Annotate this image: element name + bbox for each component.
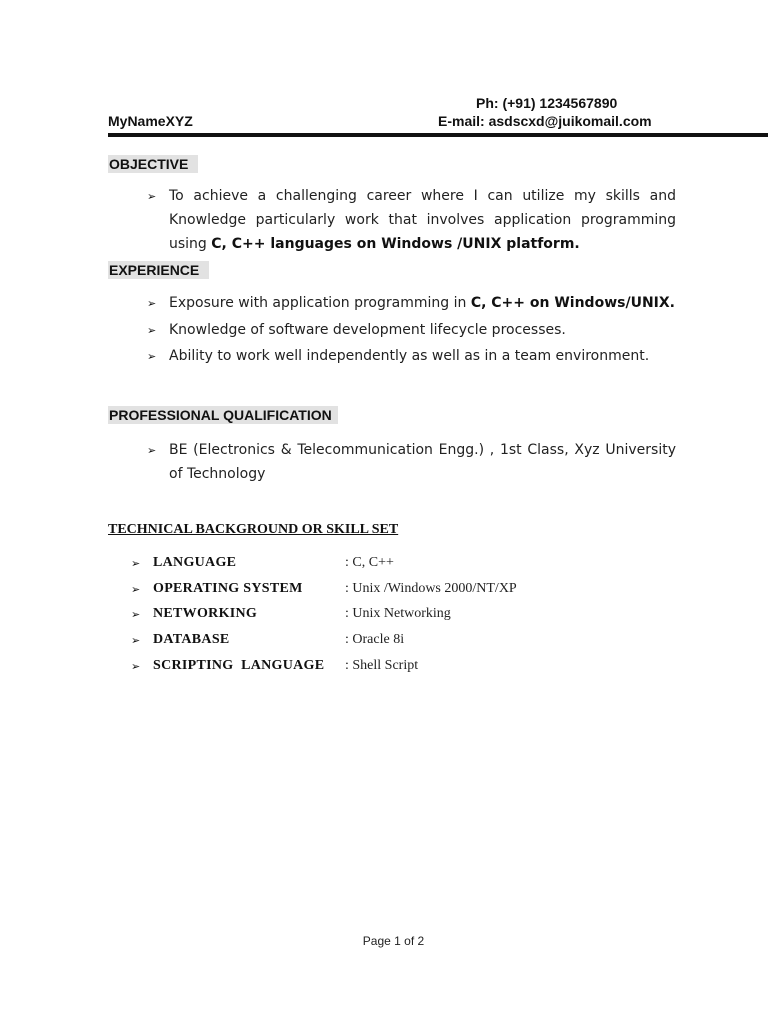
skills-heading: TECHNICAL BACKGROUND OR SKILL SET (108, 522, 399, 537)
objective-heading: OBJECTIVE (108, 155, 198, 173)
arrowhead-bullet-icon: ➢ (131, 608, 141, 621)
qualification-heading: PROFESSIONAL QUALIFICATION (108, 406, 338, 424)
header-divider (108, 133, 768, 137)
arrowhead-bullet-icon: ➢ (131, 557, 141, 570)
arrowhead-bullet-icon: ➢ (131, 634, 141, 647)
objective-bold-text: C, C++ languages on Windows /UNIX platform. (211, 236, 580, 252)
skill-value: : C, C++ (345, 555, 394, 570)
candidate-name: MyNameXYZ (108, 113, 193, 129)
skill-value: : Unix Networking (345, 606, 451, 621)
page-number: Page 1 of 2 (362, 934, 425, 948)
skill-label: SCRIPTING LANGUAGE (153, 658, 325, 673)
arrowhead-bullet-icon: ➢ (147, 190, 157, 203)
skill-value: : Oracle 8i (345, 632, 405, 647)
skill-value: : Unix /Windows 2000/NT/XP (345, 581, 517, 596)
experience-heading: EXPERIENCE (108, 261, 209, 279)
skill-label: LANGUAGE (153, 555, 237, 570)
skill-label: NETWORKING (153, 606, 258, 621)
qualification-line: of Technology (169, 466, 266, 482)
experience-item: Knowledge of software development lifecycle processes. (169, 322, 566, 338)
arrowhead-bullet-icon: ➢ (147, 297, 157, 310)
arrowhead-bullet-icon: ➢ (131, 583, 141, 596)
arrowhead-bullet-icon: ➢ (147, 350, 157, 363)
arrowhead-bullet-icon: ➢ (147, 324, 157, 337)
experience-item: Exposure with application programming in C, C++ on Windows/UNIX. (169, 295, 675, 311)
objective-line: using C, C++ languages on Windows /UNIX platform. (169, 236, 580, 252)
objective-line: Knowledge particularly work that involves application programming (169, 212, 676, 228)
skill-label: OPERATING SYSTEM (153, 581, 303, 596)
arrowhead-bullet-icon: ➢ (131, 660, 141, 673)
arrowhead-bullet-icon: ➢ (147, 444, 157, 457)
objective-line: To achieve a challenging career where I can utilize my skills and (169, 188, 676, 204)
skill-label: DATABASE (153, 632, 230, 647)
skill-value: : Shell Script (345, 658, 419, 673)
qualification-line: BE (Electronics & Telecommunication Engg.) , 1st Class, Xyz University (169, 442, 676, 458)
phone-number: Ph: (+91) 1234567890 (476, 95, 618, 111)
experience-item: Ability to work well independently as well as in a team environment. (169, 348, 650, 364)
email-address: E-mail: asdscxd@juikomail.com (438, 113, 652, 129)
